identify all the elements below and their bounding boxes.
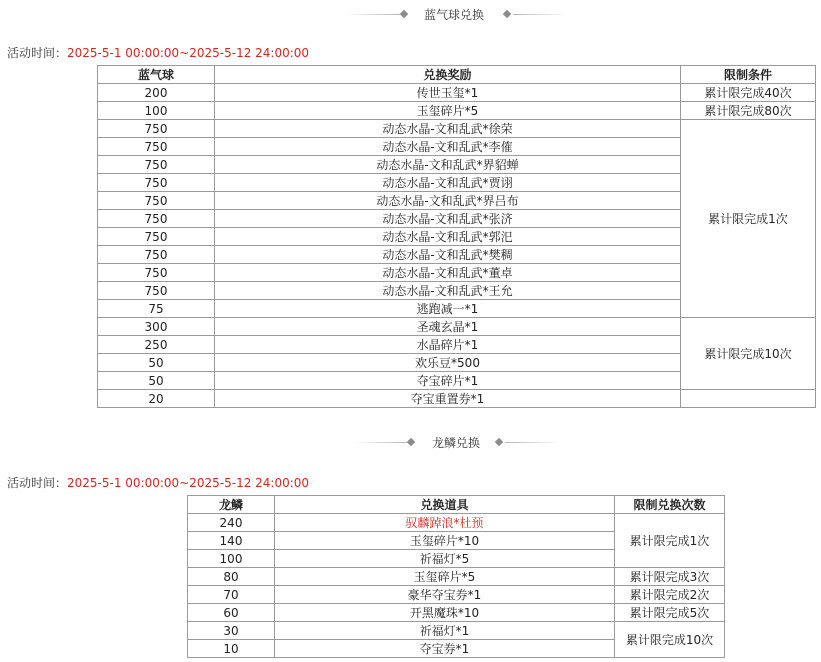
diamond-icon — [407, 438, 415, 446]
reward-cell: 夺宝重置券*1 — [215, 390, 681, 408]
cost-cell: 250 — [98, 336, 215, 354]
reward-cell: 豪华夺宝券*1 — [275, 586, 615, 604]
cost-cell: 750 — [98, 264, 215, 282]
reward-cell: 动态水晶-文和乱武*董卓 — [215, 264, 681, 282]
header-cost: 龙鳞 — [188, 496, 275, 514]
cost-cell: 100 — [188, 550, 275, 568]
activity-time-label: 活动时间： — [7, 46, 68, 60]
limit-cell: 累计限完成40次 — [681, 84, 816, 102]
reward-cell: 动态水晶-文和乱武*贾诩 — [215, 174, 681, 192]
activity-time-row — [7, 44, 309, 61]
reward-cell: 祈福灯*1 — [275, 622, 615, 640]
reward-cell: 开黑魔珠*10 — [275, 604, 615, 622]
table-row — [188, 568, 725, 586]
cost-cell: 750 — [98, 120, 215, 138]
header-reward: 兑换道具 — [275, 496, 615, 514]
cost-cell: 100 — [98, 102, 215, 120]
reward-cell: 夺宝券*1 — [275, 640, 615, 658]
cost-cell: 750 — [98, 282, 215, 300]
section-title-blue-balloon — [0, 4, 821, 24]
diamond-icon — [503, 10, 511, 18]
section-title-text: 龙鳞兑换 — [432, 436, 481, 450]
activity-time-label: 活动时间： — [7, 476, 68, 490]
reward-cell: 玉玺碎片*5 — [215, 102, 681, 120]
reward-cell: 圣魂玄晶*1 — [215, 318, 681, 336]
section-title-dragon-scale — [0, 432, 821, 452]
table-header-row — [98, 66, 816, 84]
dragon-scale-exchange-table — [187, 495, 725, 658]
reward-cell: 动态水晶-文和乱武*王允 — [215, 282, 681, 300]
title-divider-right — [505, 442, 560, 443]
cost-cell: 200 — [98, 84, 215, 102]
reward-cell: 动态水晶-文和乱武*徐荣 — [215, 120, 681, 138]
activity-time-row — [7, 474, 309, 491]
cost-cell: 140 — [188, 532, 275, 550]
cost-cell: 750 — [98, 174, 215, 192]
limit-cell: 累计限完成10次 — [615, 622, 725, 658]
blue-balloon-exchange-table — [97, 65, 816, 408]
limit-cell: 累计限完成1次 — [615, 514, 725, 568]
table-row — [98, 120, 816, 138]
activity-time-value: 2025-5-1 00:00:00~2025-5-12 24:00:00 — [67, 46, 310, 60]
cost-cell: 300 — [98, 318, 215, 336]
reward-cell: 动态水晶-文和乱武*李傕 — [215, 138, 681, 156]
cost-cell: 750 — [98, 228, 215, 246]
cost-cell: 240 — [188, 514, 275, 532]
table-row — [98, 102, 816, 120]
header-limit: 限制条件 — [681, 66, 816, 84]
cost-cell: 60 — [188, 604, 275, 622]
reward-cell: 玉玺碎片*10 — [275, 532, 615, 550]
reward-cell: 玉玺碎片*5 — [275, 568, 615, 586]
cost-cell: 70 — [188, 586, 275, 604]
cost-cell: 750 — [98, 138, 215, 156]
section-title-text: 蓝气球兑换 — [424, 8, 485, 22]
limit-cell: 累计限完成2次 — [615, 586, 725, 604]
table-row — [98, 390, 816, 408]
cost-cell: 75 — [98, 300, 215, 318]
activity-time-value: 2025-5-1 00:00:00~2025-5-12 24:00:00 — [67, 476, 310, 490]
limit-cell: 累计限完成3次 — [615, 568, 725, 586]
table-row — [188, 514, 725, 532]
cost-cell: 750 — [98, 246, 215, 264]
cost-cell: 10 — [188, 640, 275, 658]
reward-cell-highlight: 驭麟踔浪*杜预 — [275, 514, 615, 532]
table-header-row — [188, 496, 725, 514]
reward-cell: 动态水晶-文和乱武*郭汜 — [215, 228, 681, 246]
cost-cell: 750 — [98, 210, 215, 228]
reward-cell: 祈福灯*5 — [275, 550, 615, 568]
table-row — [188, 622, 725, 640]
header-cost: 蓝气球 — [98, 66, 215, 84]
cost-cell: 50 — [98, 354, 215, 372]
reward-cell: 动态水晶-文和乱武*界貂蝉 — [215, 156, 681, 174]
cost-cell: 750 — [98, 192, 215, 210]
limit-cell: 累计限完成80次 — [681, 102, 816, 120]
diamond-icon — [495, 438, 503, 446]
reward-cell: 动态水晶-文和乱武*张济 — [215, 210, 681, 228]
reward-cell: 夺宝碎片*1 — [215, 372, 681, 390]
reward-cell: 逃跑减一*1 — [215, 300, 681, 318]
header-reward: 兑换奖励 — [215, 66, 681, 84]
limit-cell: 累计限完成5次 — [615, 604, 725, 622]
cost-cell: 80 — [188, 568, 275, 586]
cost-cell: 30 — [188, 622, 275, 640]
header-limit: 限制兑换次数 — [615, 496, 725, 514]
limit-cell: 累计限完成1次 — [681, 120, 816, 318]
limit-cell — [681, 390, 816, 408]
cost-cell: 750 — [98, 156, 215, 174]
table-row — [98, 318, 816, 336]
reward-cell: 动态水晶-文和乱武*樊稠 — [215, 246, 681, 264]
title-divider-left — [345, 14, 400, 15]
table-row — [188, 586, 725, 604]
reward-cell: 欢乐豆*500 — [215, 354, 681, 372]
table-row — [98, 84, 816, 102]
diamond-icon — [400, 10, 408, 18]
table-row — [188, 604, 725, 622]
title-divider-right — [513, 14, 568, 15]
cost-cell: 50 — [98, 372, 215, 390]
reward-cell: 水晶碎片*1 — [215, 336, 681, 354]
cost-cell: 20 — [98, 390, 215, 408]
title-divider-left — [355, 442, 407, 443]
reward-cell: 传世玉玺*1 — [215, 84, 681, 102]
reward-cell: 动态水晶-文和乱武*界吕布 — [215, 192, 681, 210]
limit-cell: 累计限完成10次 — [681, 318, 816, 390]
